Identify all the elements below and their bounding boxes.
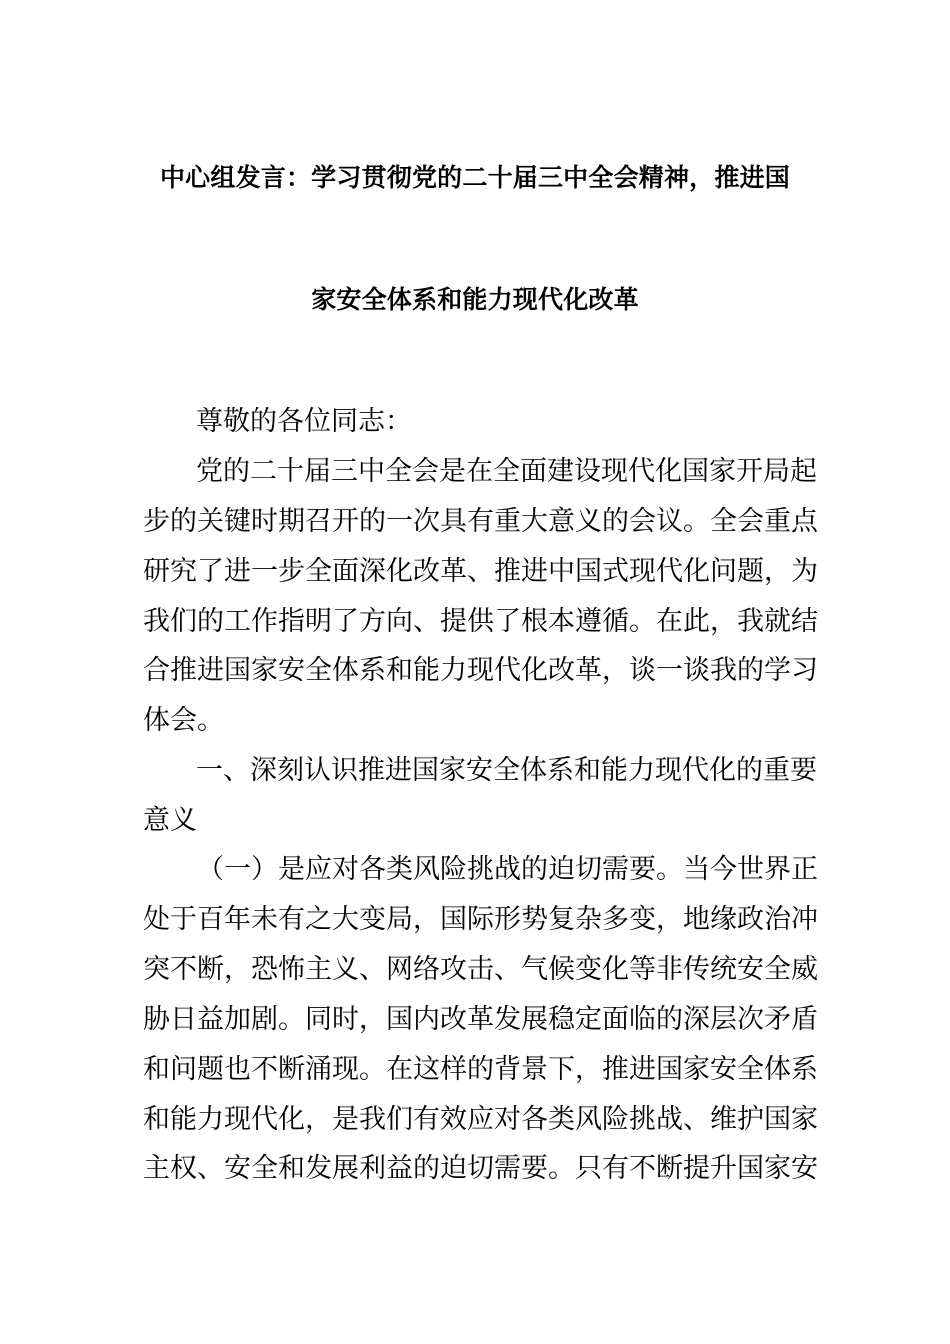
paragraph-line: 步的关键时期召开的一次具有重大意义的会议。全会重点 (143, 506, 818, 537)
paragraph-line: （一）是应对各类风险挑战的迫切需要。当今世界正 (197, 854, 818, 885)
paragraph-line: 我们的工作指明了方向、提供了根本遵循。在此，我就结 (143, 606, 818, 637)
paragraph-line: 和问题也不断涌现。在这样的背景下，推进国家安全体系 (143, 1054, 818, 1085)
section-heading-line: 一、深刻认识推进国家安全体系和能力现代化的重要 (196, 755, 817, 786)
paragraph-line: 突不断，恐怖主义、网络攻击、气候变化等非传统安全威 (143, 954, 818, 985)
paragraph-line: 党的二十届三中全会是在全面建设现代化国家开局起 (196, 456, 817, 487)
paragraph-line: 合推进国家安全体系和能力现代化改革，谈一谈我的学习 (143, 655, 818, 686)
paragraph-line: 胁日益加剧。同时，国内改革发展稳定面临的深层次矛盾 (143, 1004, 818, 1035)
paragraph-line: 和能力现代化，是我们有效应对各类风险挑战、维护国家 (143, 1104, 818, 1135)
paragraph-line: 主权、安全和发展利益的迫切需要。只有不断提升国家安 (143, 1153, 818, 1184)
document-title-line-2: 家安全体系和能力现代化改革 (311, 285, 639, 314)
section-heading-line: 意义 (143, 805, 197, 836)
paragraph-line: 体会。 (143, 705, 224, 736)
salutation: 尊敬的各位同志： (196, 406, 412, 437)
paragraph-line: 研究了进一步全面深化改革、推进中国式现代化问题，为 (143, 556, 818, 587)
document-title-line-1: 中心组发言：学习贯彻党的二十届三中全会精神，推进国 (159, 163, 790, 192)
paragraph-line: 处于百年未有之大变局，国际形势复杂多变，地缘政治冲 (143, 904, 818, 935)
